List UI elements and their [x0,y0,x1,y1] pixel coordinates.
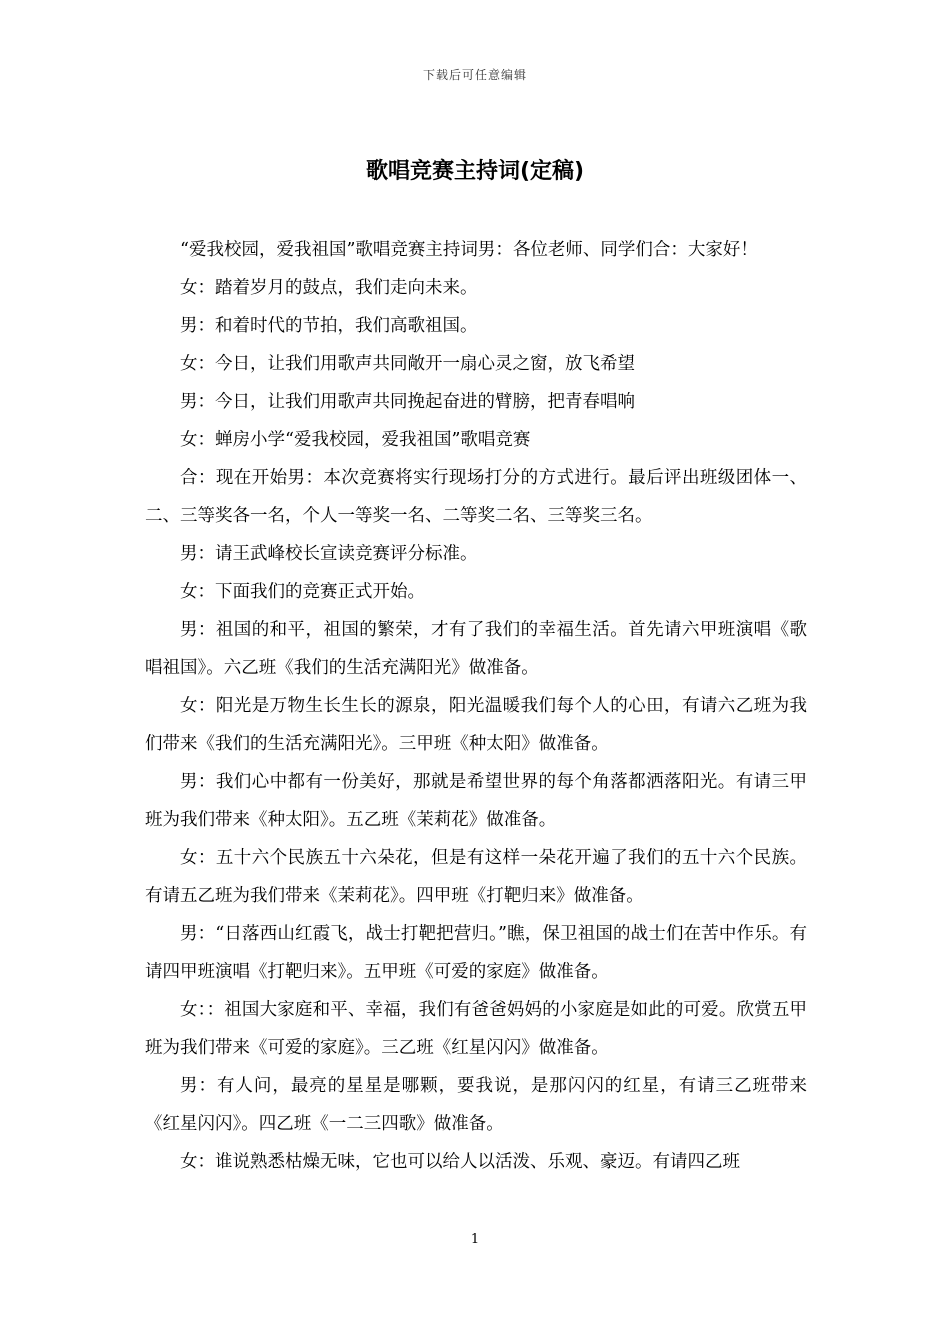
paragraph: 女：下面我们的竞赛正式开始。 [180,582,425,602]
header-note: 下载后可任意编辑 [422,68,527,82]
paragraph: 男：祖国的和平，祖国的繁荣，才有了我们的幸福生活。首先请六甲班演唱《歌唱祖国》。六乙班《我们的生活充满阳光》做准备。 [145,620,807,678]
paragraph: “爱我校园，爱我祖国”歌唱竞赛主持词男：各位老师、同学们合：大家好！ [180,240,758,260]
paragraph: 女：谁说熟悉枯燥无味，它也可以给人以活泼、乐观、豪迈。有请四乙班 [180,1152,740,1172]
paragraph: 男：今日，让我们用歌声共同挽起奋进的臂膀，把青春唱响 [180,392,635,412]
paragraph: 男：和着时代的节拍，我们高歌祖国。 [180,316,478,336]
paragraph: 女：蝉房小学“爱我校园，爱我祖国”歌唱竞赛 [180,430,531,450]
document-body [145,231,807,1181]
paragraph: 女：阳光是万物生长生长的源泉，阳光温暖我们每个人的心田，有请六乙班为我们带来《我们的生活充满阳光》。三甲班《种太阳》做准备。 [145,696,807,754]
paragraph: 女：：祖国大家庭和平、幸福，我们有爸爸妈妈的小家庭是如此的可爱。欣赏五甲班为我们带来《可爱的家庭》。三乙班《红星闪闪》做准备。 [145,1000,807,1058]
paragraph: 女：五十六个民族五十六朵花，但是有这样一朵花开遍了我们的五十六个民族。有请五乙班为我们带来《茉莉花》。四甲班《打靶归来》做准备。 [145,848,807,906]
paragraph: 男：请王武峰校长宣读竞赛评分标准。 [180,544,478,564]
paragraph: 女：今日，让我们用歌声共同敞开一扇心灵之窗，放飞希望 [180,354,635,374]
page-number: 1 [470,1232,480,1247]
paragraph: 男：我们心中都有一份美好，那就是希望世界的每个角落都洒落阳光。有请三甲班为我们带来《种太阳》。五乙班《茉莉花》做准备。 [145,772,807,830]
document-title: 歌唱竞赛主持词(定稿) [365,159,585,184]
paragraph: 女：踏着岁月的鼓点，我们走向未来。 [180,278,478,298]
paragraph: 合：现在开始男：本次竞赛将实行现场打分的方式进行。最后评出班级团体一、二、三等奖各一名，个人一等奖一名、二等奖二名、三等奖三名。 [145,468,807,526]
paragraph: 男：有人问，最亮的星星是哪颗，要我说，是那闪闪的红星，有请三乙班带来《红星闪闪》。四乙班《一二三四歌》做准备。 [145,1076,807,1134]
paragraph: 男：“日落西山红霞飞，战士打靶把营归。”瞧，保卫祖国的战士们在苦中作乐。有请四甲班演唱《打靶归来》。五甲班《可爱的家庭》做准备。 [145,924,807,982]
